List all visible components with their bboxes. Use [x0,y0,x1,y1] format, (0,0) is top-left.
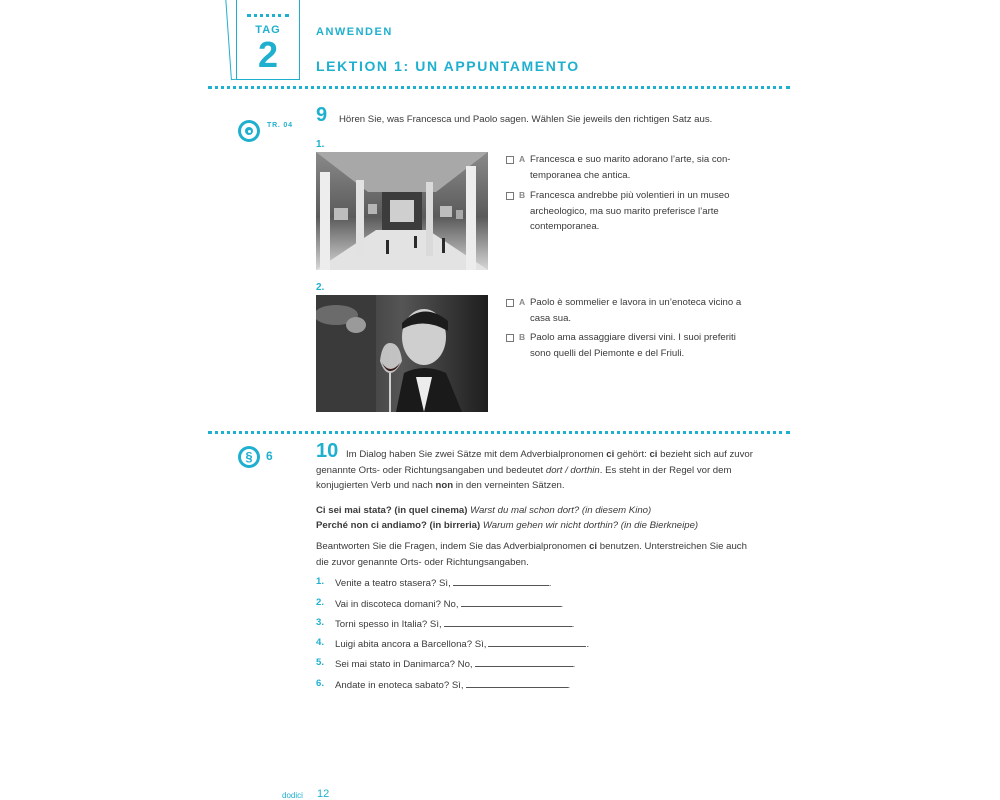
answer-blank[interactable] [488,636,586,647]
question-row: 2. Vai in discoteca domani? No, . [316,597,564,610]
lesson-title: LEKTION 1: UN APPUNTAMENTO [316,58,580,74]
exercise-9-number: 9 [316,104,328,126]
wine-tasting-man-photo [316,295,488,412]
grammar-reference-number: 6 [266,449,273,463]
exercise-10-number: 10 [316,440,339,462]
answer-option[interactable]: B Francesca andrebbe più volentieri in un museo archeologico, ma suo marito preferisce l’arte contemporanea. [506,188,756,235]
question-row: 5. Sei mai stato in Danimarca? No, . [316,657,576,670]
question-row: 6. Andate in enoteca sabato? Sì, . [316,678,571,691]
checkbox[interactable] [506,192,514,200]
exercise-10-task: Beantworten Sie die Fragen, indem Sie das Adverbialpronomen ci benutzen. Unterstreichen Sie auch die zuvor genannte Orts- oder Richtungsangaben. [316,541,747,568]
example-sentence: Ci sei mai stata? (in quel cinema) Warst du mal schon dort? (in diesem Kino) [316,505,652,516]
audio-track-label: TR. 04 [267,122,293,129]
day-tab [236,0,300,80]
section-divider [208,86,790,89]
page-number: 12 [317,788,330,800]
grammar-paragraph-icon[interactable]: § [238,446,260,468]
checkbox[interactable] [506,299,514,307]
museum-gallery-photo [316,152,488,270]
question-row: 1. Venite a teatro stasera? Sì, . [316,576,552,589]
exercise-9-instruction: Hören Sie, was Francesca und Paolo sagen. Wählen Sie jeweils den richtigen Satz aus. [339,114,713,125]
answer-blank[interactable] [475,656,573,667]
day-tab-label: TAG [255,24,281,36]
answer-blank[interactable] [444,616,572,627]
audio-cd-icon[interactable] [238,120,260,142]
example-sentence: Perché non ci andiamo? (in birreria) Warum gehen wir nicht dorthin? (in die Bierkneipe) [316,520,699,531]
item-number: 2. [316,282,325,293]
answer-option[interactable]: A Francesca e suo marito adorano l’arte, sia con-temporanea che antica. [506,152,756,183]
checkbox[interactable] [506,156,514,164]
day-tab-number: 2 [257,34,279,75]
answer-blank[interactable] [461,596,561,607]
item-number: 1. [316,139,325,150]
answer-blank[interactable] [466,677,568,688]
question-row: 3. Torni spesso in Italia? Sì, . [316,617,575,630]
page-number-word: dodici [282,791,303,800]
tab-dotted-rule [247,14,289,17]
answer-option[interactable]: B Paolo ama assaggiare diversi vini. I suoi preferiti sono quelli del Piemonte e del Friuli. [506,330,756,361]
exercise-10-intro: Im Dialog haben Sie zwei Sätze mit dem Adverbialpronomen ci gehört: ci bezieht sich auf zuvor genannte Orts- oder Richtungsangaben und bedeutet dort / dorthin. Es steht in der Regel vor dem konjugierten Verb und nach non in den verneinten Sätzen. [316,449,753,491]
section-divider [208,431,790,434]
question-row: 4. Luigi abita ancora a Barcellona? Sì, . [316,637,590,650]
checkbox[interactable] [506,334,514,342]
answer-blank[interactable] [453,575,549,586]
answer-option[interactable]: A Paolo è sommelier e lavora in un’enoteca vicino a casa sua. [506,295,756,326]
section-label: ANWENDEN [316,26,393,38]
